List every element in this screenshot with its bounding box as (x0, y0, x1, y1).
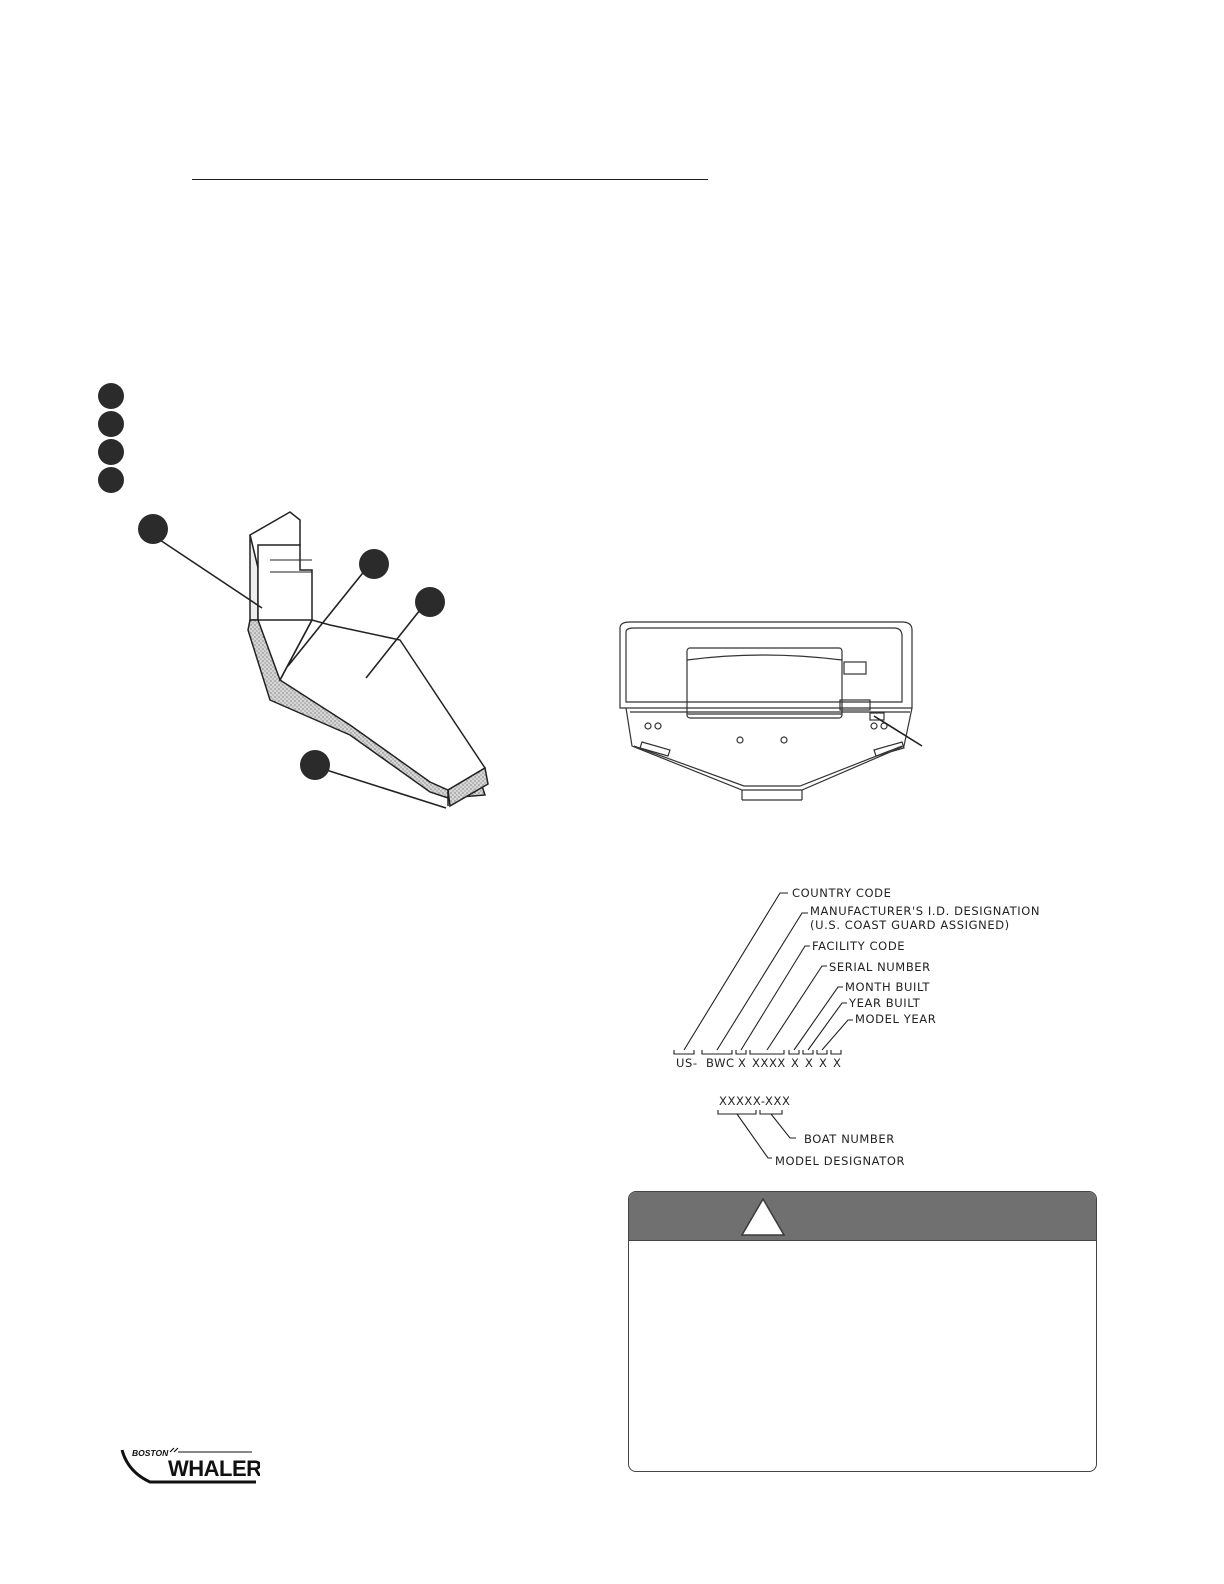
warning-box (628, 1191, 1097, 1472)
svg-text:BOSTON: BOSTON (132, 1448, 169, 1458)
callout-marker-2 (359, 549, 389, 579)
hin-code-facility: X (738, 1056, 747, 1070)
bullet-marker-1 (98, 383, 124, 409)
bullet-marker-4 (98, 467, 124, 493)
boston-whaler-logo (120, 1444, 260, 1504)
callout-marker-1 (138, 514, 168, 544)
boat-stern-illustration (612, 618, 932, 818)
heading-rule (192, 179, 708, 180)
hull-cross-section-illustration (130, 500, 510, 830)
hin-label-facility-code: FACILITY CODE (812, 939, 906, 953)
hin-code-model-year-2: X (833, 1056, 842, 1070)
model-code: XXXXX-XXX (719, 1094, 791, 1108)
bullet-marker-3 (98, 439, 124, 465)
hin-code-manufacturer: BWC (706, 1056, 735, 1070)
hin-label-model-year: MODEL YEAR (855, 1012, 937, 1026)
hin-code-year: X (805, 1056, 814, 1070)
hin-code-country: US- (676, 1056, 698, 1070)
model-label-boat-number: BOAT NUMBER (804, 1132, 895, 1146)
hin-label-serial-number: SERIAL NUMBER (829, 960, 931, 974)
hin-label-year-built: YEAR BUILT (849, 996, 921, 1010)
callout-marker-3 (415, 587, 445, 617)
warning-triangle-icon (740, 1197, 786, 1237)
hin-label-month-built: MONTH BUILT (845, 980, 931, 994)
hin-code-month: X (791, 1056, 800, 1070)
bullet-marker-2 (98, 411, 124, 437)
hin-code-serial: XXXX (752, 1056, 786, 1070)
hin-code-model-year-1: X (819, 1056, 828, 1070)
hin-label-manufacturer-id-note: (U.S. COAST GUARD ASSIGNED) (810, 918, 1010, 932)
hin-label-manufacturer-id: MANUFACTURER'S I.D. DESIGNATION (810, 904, 1041, 918)
boston-whaler-logo-mark (120, 1444, 260, 1504)
callout-marker-4 (300, 750, 330, 780)
hin-label-country-code: COUNTRY CODE (792, 886, 892, 900)
model-label-model-designator: MODEL DESIGNATOR (775, 1154, 906, 1168)
warning-header (629, 1192, 1096, 1241)
svg-text:WHALER: WHALER (168, 1456, 260, 1481)
